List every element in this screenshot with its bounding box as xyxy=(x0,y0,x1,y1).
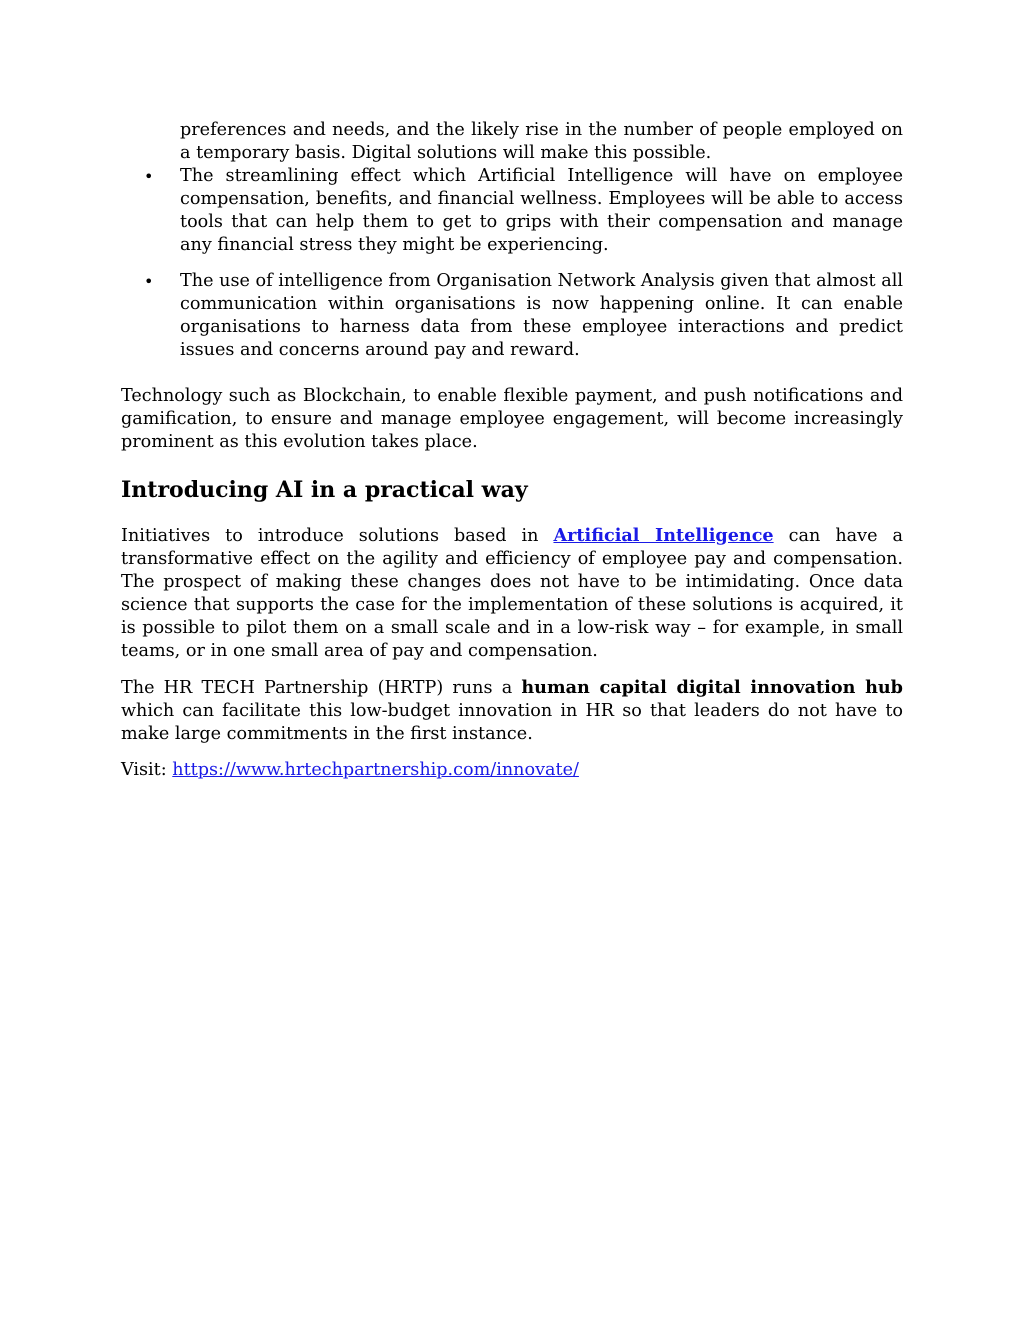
hrtp-text-before: The HR TECH Partnership (HRTP) runs a xyxy=(121,678,522,698)
hrtp-paragraph xyxy=(121,676,903,746)
bullet-text: The streamlining effect which Artificial Intelligence will have on employee compensation, benefits, and financial wellness. Employees will be able to access tools that can help them to get to grips with their compensation and manage any financial stress they might be experiencing. xyxy=(180,166,903,255)
bullet-list xyxy=(121,165,903,362)
section-heading: Introducing AI in a practical way xyxy=(121,477,528,503)
bullet-item-ai-compensation xyxy=(121,165,903,257)
bullet-icon: • xyxy=(144,272,154,291)
visit-label: Visit: xyxy=(121,760,173,780)
innovate-url-link[interactable]: https://www.hrtechpartnership.com/innovate/ xyxy=(172,760,579,780)
bullet-text: The use of intelligence from Organisation Network Analysis given that almost all communication within organisations is now happening online. It can enable organisations to harness data from these employee interactions and predict issues and concerns around pay and reward. xyxy=(180,271,903,360)
visit-line xyxy=(121,759,903,782)
innovation-hub-bold-text: human capital digital innovation hub xyxy=(521,677,903,698)
hrtp-text-after: which can facilitate this low-budget innovation in HR so that leaders do not have to make large commitments in the first instance. xyxy=(121,701,903,744)
bullet-icon: • xyxy=(144,167,154,186)
spacer xyxy=(121,362,903,385)
initiatives-text-after: can have a transformative effect on the agility and efficiency of employee pay and compensation. The prospect of making these changes does not have to be intimidating. Once data science that supports the case for the implementation of these solutions is acquired, it is possible to pilot them on a small scale and in a low-risk way – for example, in small teams, or in one small area of pay and compensation. xyxy=(121,526,903,661)
bullet-continuation-text: preferences and needs, and the likely rise in the number of people employed on a temporary basis. Digital solutions will make this possible. xyxy=(180,120,903,163)
initiatives-paragraph xyxy=(121,524,903,663)
artificial-intelligence-link[interactable]: Artificial Intelligence xyxy=(553,525,774,546)
technology-paragraph: Technology such as Blockchain, to enable flexible payment, and push notifications and gamification, to ensure and manage employee engagement, will become increasingly prominent as this evolution takes place. xyxy=(121,386,903,452)
initiatives-text-before: Initiatives to introduce solutions based in xyxy=(121,526,554,546)
document-page xyxy=(121,119,903,782)
bullet-item-network-analysis xyxy=(121,270,903,362)
